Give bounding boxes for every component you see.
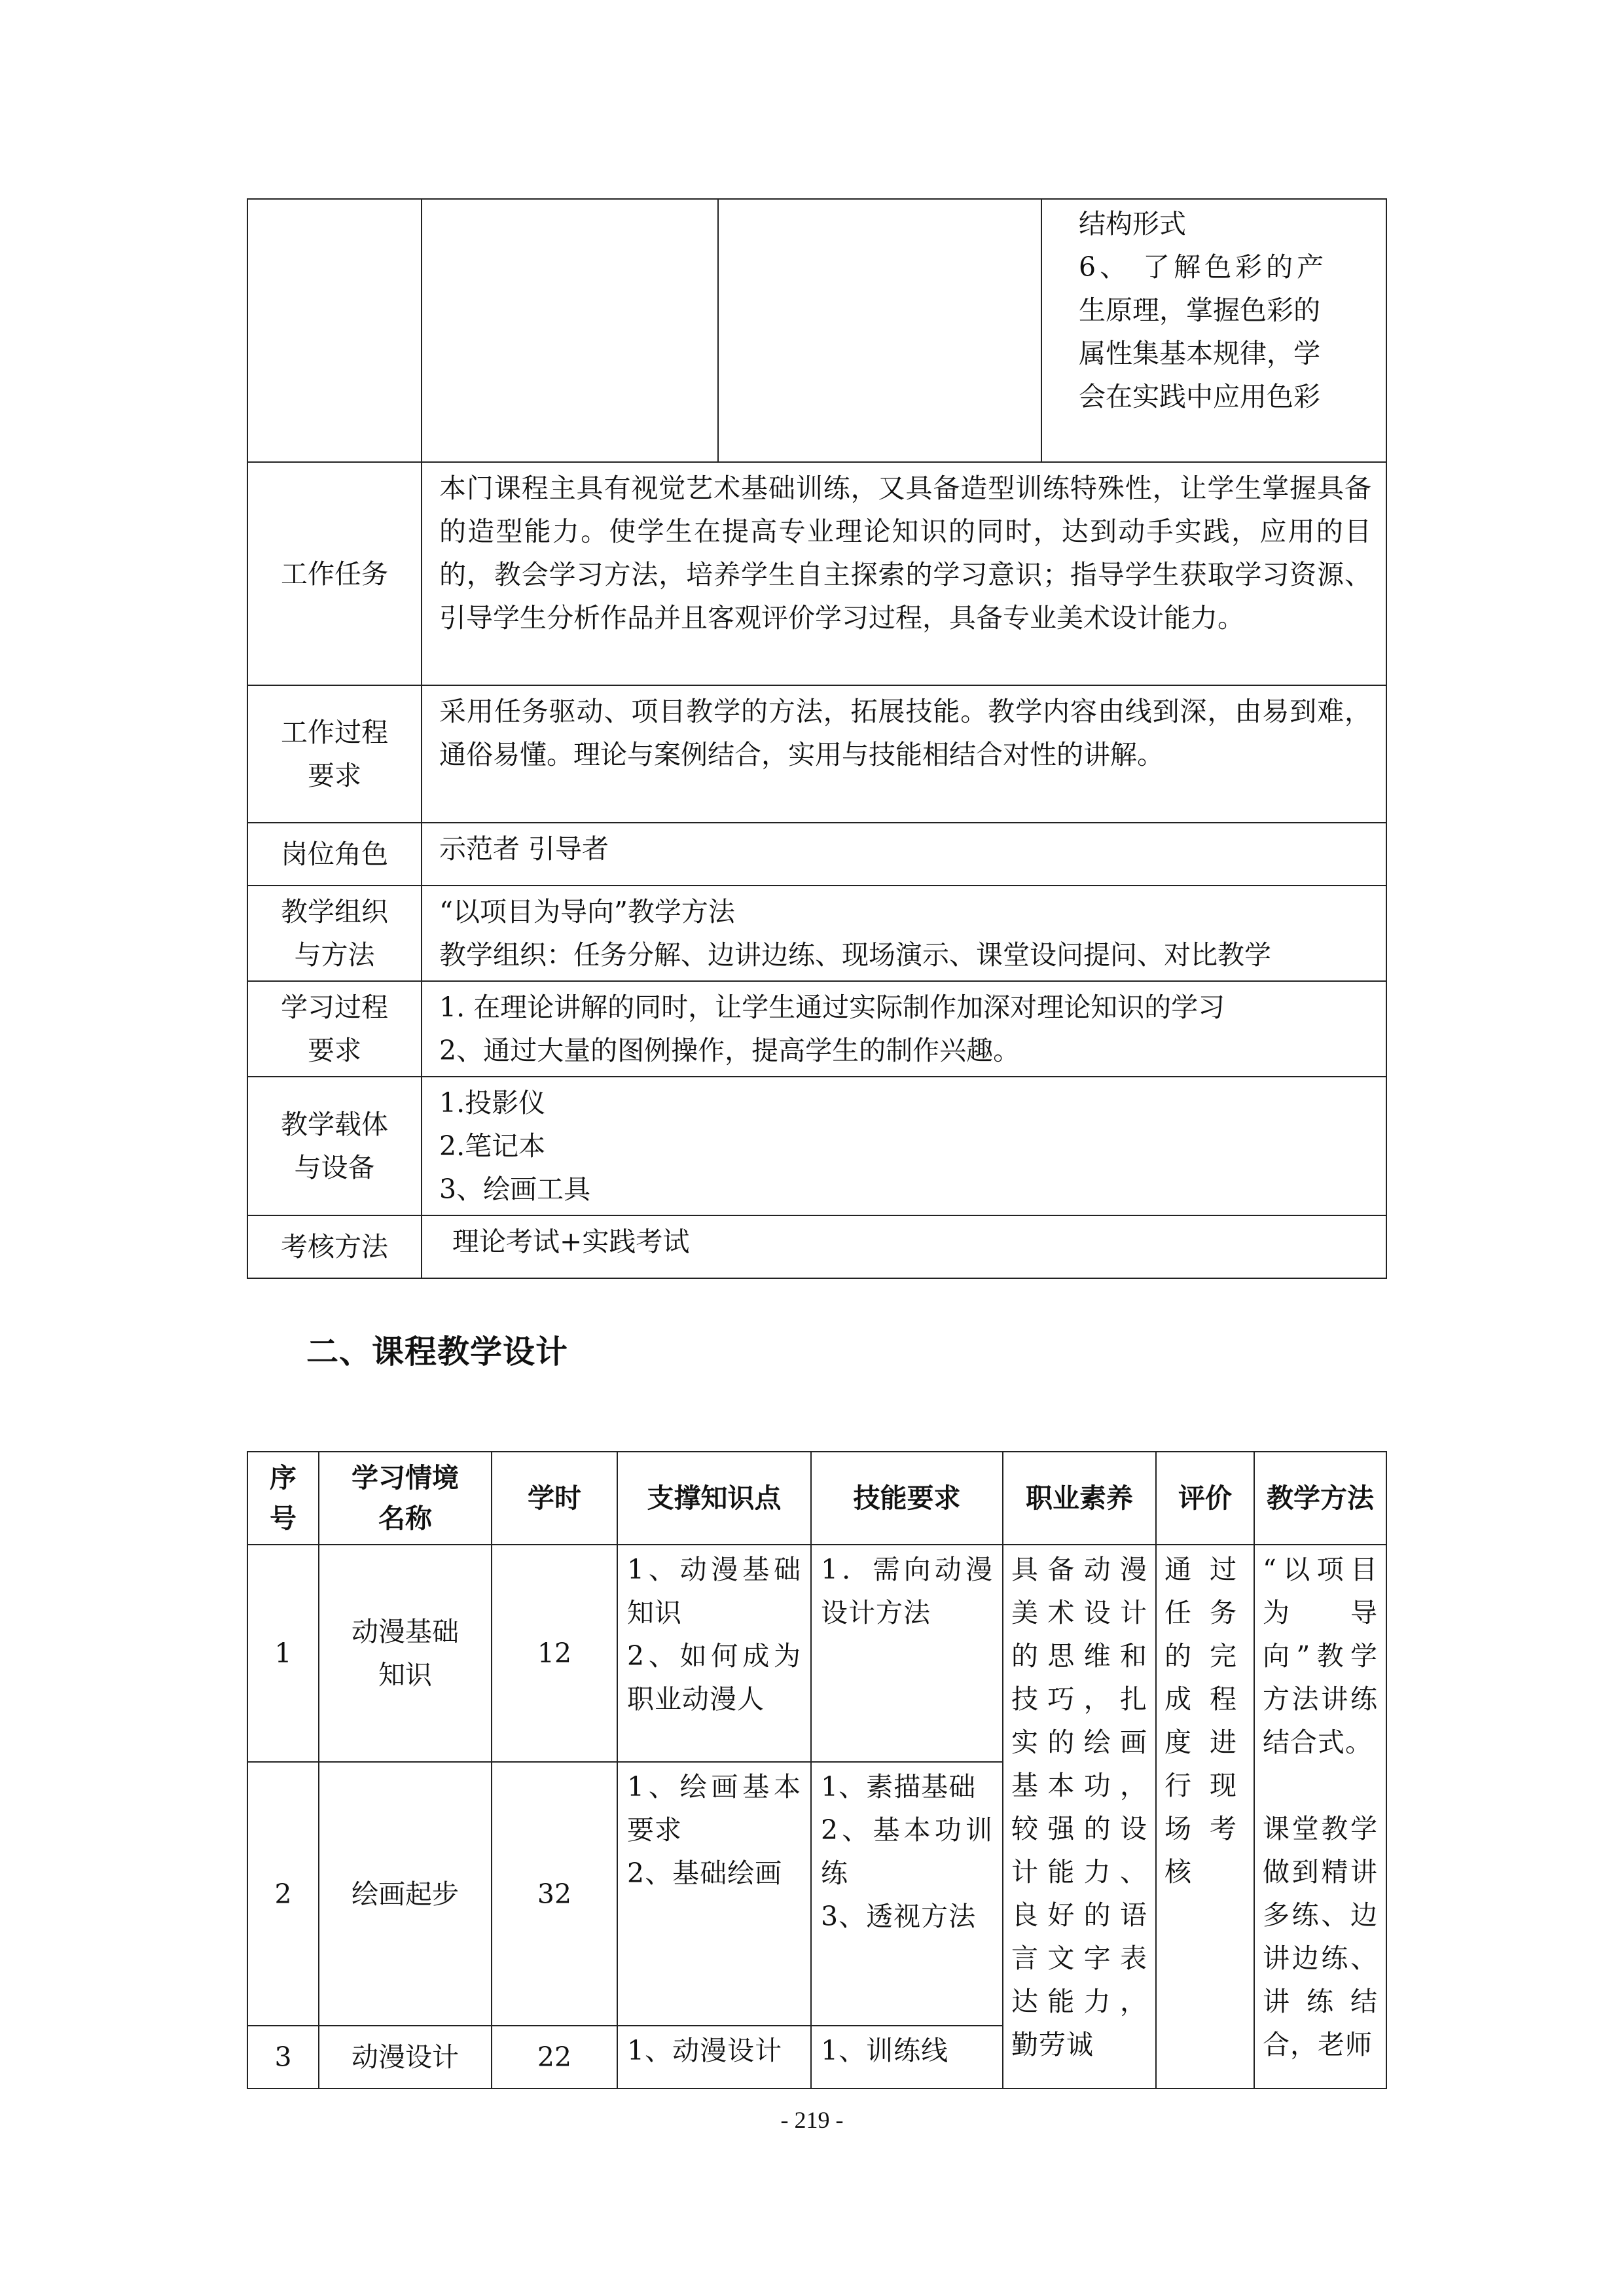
label-line: 与方法 [294,939,375,971]
row-work-process [247,685,1386,823]
seq-cell: 3 [247,2026,319,2089]
name-cell: 动漫设计 [319,2026,492,2089]
header-evaluation: 评价 [1156,1452,1254,1545]
row-assessment [247,1215,1386,1278]
table-header-row [247,1452,1386,1545]
knowledge-cell: 1、动漫设计 [617,2026,811,2089]
knowledge-cell: 1、绘画基本要求 2、基础绘画 [617,1762,811,2026]
empty-cell [422,199,718,462]
hours-cell: 12 [492,1545,617,1762]
name-cell: 绘画起步 [319,1762,492,2026]
header-method: 教学方法 [1254,1452,1386,1545]
header-hours: 学时 [492,1452,617,1545]
content-line: 教学组织：任务分解、边讲边练、现场演示、课堂设问提问、对比教学 [439,939,1271,971]
row-role [247,823,1386,886]
label-line: 要求 [308,760,361,791]
text-line: 会在实践中应用色彩 [1079,381,1320,412]
skills-cell: 1、训练线 [811,2026,1003,2089]
label-line: 教学组织 [281,896,388,927]
quality-cell: 具备动漫美术设计的思维和技巧，扎实的绘画基本功，较强的设计能力、良好的语言文字表达能力，勤劳诚 [1003,1545,1156,2089]
row-work-task [247,462,1386,685]
label-line: 教学载体 [281,1109,388,1140]
header-skills: 技能要求 [811,1452,1003,1545]
row-label: 工作任务 [247,462,422,685]
evaluation-cell: 通过任务的完成程度进行现场考核 [1156,1545,1254,2089]
text-line: 6、 了解色彩的产 [1079,251,1328,283]
hours-cell: 22 [492,2026,617,2089]
header-situation: 学习情境名称 [319,1452,492,1545]
label-line: 与设备 [294,1152,375,1183]
row-equipment [247,1077,1386,1215]
content-line: “以项目为导向”教学方法 [439,896,735,927]
row-label: 考核方法 [247,1215,422,1278]
course-design-table [247,1451,1387,2089]
header-quality: 职业素养 [1003,1452,1156,1545]
header-seq: 序号 [247,1452,319,1545]
row-content: 本门课程主具有视觉艺术基础训练，又具备造型训练特殊性，让学生掌握具备的造型能力。使学生在提高专业理论知识的同时，达到动手实践，应用的目的，教会学习方法，培养学生自主探索的学习意识；指导学生获取学习资源、引导学生分析作品并且客观评价学习过程，具备专业美术设计能力。 [422,462,1386,685]
page-number: - 219 - [780,2107,844,2133]
empty-cell [718,199,1041,462]
content-line: 3、绘画工具 [439,1174,591,1205]
row-content: 理论考试+实践考试 [422,1215,1386,1278]
empty-cell [247,199,422,462]
row-label: 岗位角色 [247,823,422,886]
row-label [247,1077,422,1215]
continuation-cell [1041,199,1386,462]
row-learning-process [247,981,1386,1077]
section-title: 二、课程教学设计 [306,1333,569,1371]
skills-cell: 1、素描基础 2、基本功训练 3、透视方法 [811,1762,1003,2026]
content-line: 2.笔记本 [439,1130,546,1162]
continuation-row [247,199,1386,462]
header-knowledge: 支撑知识点 [617,1452,811,1545]
hours-cell: 32 [492,1762,617,2026]
label-line: 学习过程 [281,992,388,1023]
row-content: 示范者 引导者 [422,823,1386,886]
text-line: 生原理，掌握色彩的 [1079,295,1320,326]
table-row [247,1545,1386,1762]
row-content: 采用任务驱动、项目教学的方法，拓展技能。教学内容由线到深，由易到难，通俗易懂。理论与案例结合，实用与技能相结合对性的讲解。 [422,685,1386,823]
label-line: 工作过程 [281,717,388,748]
knowledge-cell: 1、动漫基础知识 2、如何成为职业动漫人 [617,1545,811,1762]
row-label [247,981,422,1077]
row-content [422,981,1386,1077]
label-line: 要求 [308,1035,361,1066]
row-organization [247,886,1386,981]
row-content [422,886,1386,981]
row-label [247,685,422,823]
content-line: 2、通过大量的图例操作，提高学生的制作兴趣。 [439,1035,1020,1066]
content-line: 1.投影仪 [439,1087,546,1119]
row-content [422,1077,1386,1215]
skills-cell: 1．需向动漫设计方法 [811,1545,1003,1762]
text-line: 属性集基本规律，学 [1079,338,1320,369]
name-cell: 动漫基础知识 [319,1545,492,1762]
text-line: 结构形式 [1079,208,1186,240]
seq-cell: 2 [247,1762,319,2026]
row-label [247,886,422,981]
seq-cell: 1 [247,1545,319,1762]
course-info-table [247,198,1387,1279]
method-cell: “以项目为导向”教学方法讲练结合式。 课堂教学做到精讲多练、边讲边练、讲练结合，老师 [1254,1545,1386,2089]
content-line: 1. 在理论讲解的同时，让学生通过实际制作加深对理论知识的学习 [439,992,1225,1023]
